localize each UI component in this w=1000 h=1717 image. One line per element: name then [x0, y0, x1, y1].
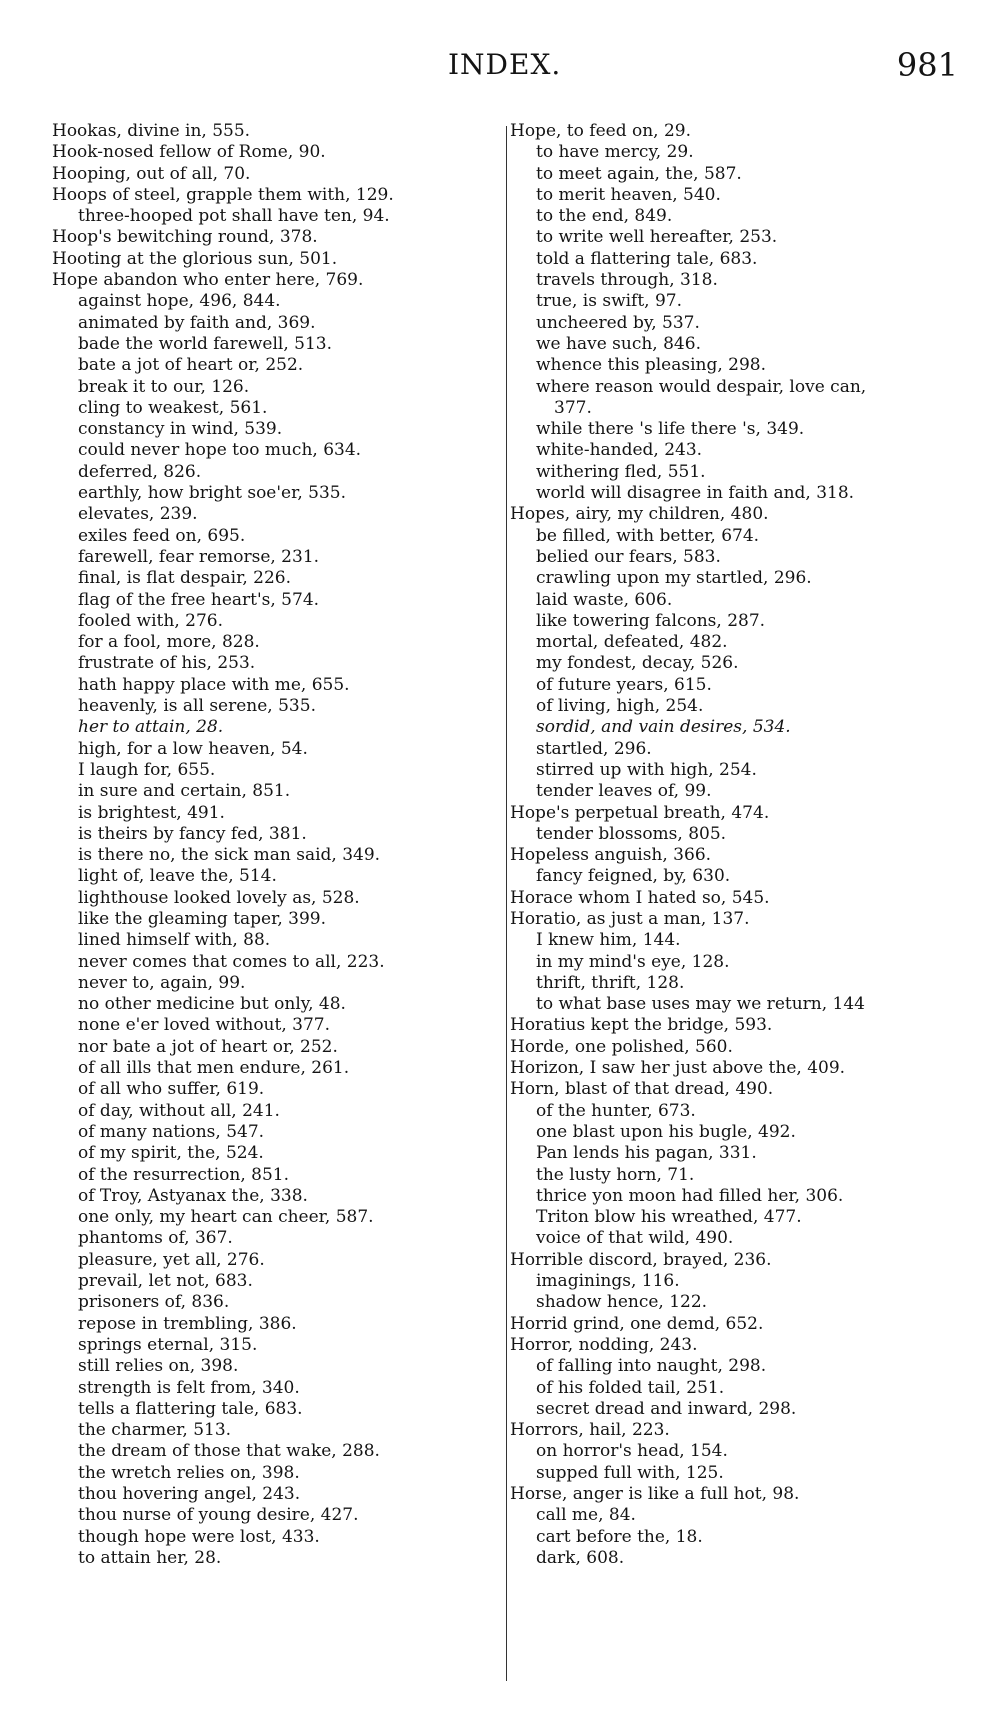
index-subentry: flag of the free heart's, 574.: [78, 589, 320, 610]
index-subentry: of my spirit, the, 524.: [78, 1143, 264, 1164]
index-subentry: one only, my heart can cheer, 587.: [78, 1207, 374, 1228]
index-subentry: tender leaves of, 99.: [536, 781, 712, 802]
index-subentry: nor bate a jot of heart or, 252.: [78, 1036, 338, 1057]
index-subentry: travels through, 318.: [536, 270, 718, 291]
index-subentry: crawling upon my startled, 296.: [536, 568, 812, 589]
index-subentry: whence this pleasing, 298.: [536, 355, 767, 376]
index-subentry: constancy in wind, 539.: [78, 419, 283, 440]
index-subentry: no other medicine but only, 48.: [78, 994, 346, 1015]
index-subentry: three-hooped pot shall have ten, 94.: [78, 206, 390, 227]
index-subentry: is theirs by fancy fed, 381.: [78, 823, 307, 844]
index-subentry: deferred, 826.: [78, 461, 202, 482]
index-subentry: to what base uses may we return, 144: [536, 994, 865, 1015]
index-subentry: light of, leave the, 514.: [78, 866, 277, 887]
index-subentry: animated by faith and, 369.: [78, 312, 316, 333]
index-subentry: to attain her, 28.: [78, 1547, 222, 1568]
index-subentry: of living, high, 254.: [536, 696, 704, 717]
index-subentry: shadow hence, 122.: [536, 1292, 708, 1313]
index-subentry: Pan lends his pagan, 331.: [536, 1143, 757, 1164]
index-entry: Horde, one polished, 560.: [510, 1036, 733, 1057]
index-subentry: Triton blow his wreathed, 477.: [536, 1207, 802, 1228]
index-subentry: heavenly, is all serene, 535.: [78, 696, 316, 717]
index-subentry: we have such, 846.: [536, 333, 701, 354]
index-subentry: frustrate of his, 253.: [78, 653, 256, 674]
index-subentry: in sure and certain, 851.: [78, 781, 291, 802]
index-subentry: could never hope too much, 634.: [78, 440, 362, 461]
index-subentry: of all who suffer, 619.: [78, 1079, 265, 1100]
index-subentry: while there 's life there 's, 349.: [536, 419, 805, 440]
index-subentry: cling to weakest, 561.: [78, 397, 268, 418]
index-subentry: tender blossoms, 805.: [536, 823, 727, 844]
index-subentry: cart before the, 18.: [536, 1526, 703, 1547]
index-column-right: [510, 121, 970, 1569]
index-entry: Horror, nodding, 243.: [510, 1334, 698, 1355]
index-entry: Horrors, hail, 223.: [510, 1420, 670, 1441]
index-subentry: true, is swift, 97.: [536, 291, 683, 312]
index-entry: Hoop's bewitching round, 378.: [52, 227, 318, 248]
index-entry: Horse, anger is like a full hot, 98.: [510, 1484, 800, 1504]
index-subentry: exiles feed on, 695.: [78, 525, 246, 546]
index-entry: Hook-nosed fellow of Rome, 90.: [52, 142, 326, 163]
index-subentry: thrift, thrift, 128.: [536, 972, 685, 993]
index-subentry: dark, 608.: [536, 1547, 625, 1568]
index-subentry: told a flattering tale, 683.: [536, 248, 758, 269]
index-subentry: of Troy, Astyanax the, 338.: [78, 1185, 308, 1206]
index-subentry: still relies on, 398.: [78, 1356, 239, 1377]
index-subentry: white-handed, 243.: [536, 440, 703, 461]
index-column-left: [52, 121, 492, 1569]
index-subentry: though hope were lost, 433.: [78, 1526, 320, 1547]
index-subentry: like the gleaming taper, 399.: [78, 908, 327, 929]
index-entry: Hopeless anguish, 366.: [510, 845, 712, 866]
index-subentry: the dream of those that wake, 288.: [78, 1441, 380, 1462]
column-divider: [506, 126, 507, 1681]
index-subentry: phantoms of, 367.: [78, 1228, 233, 1249]
index-subentry: uncheered by, 537.: [536, 312, 700, 333]
index-subentry: startled, 296.: [536, 738, 652, 759]
index-subentry: my fondest, decay, 526.: [536, 653, 739, 674]
index-subentry: against hope, 496, 844.: [78, 291, 281, 312]
index-subentry: sordid, and vain desires, 534.: [536, 717, 791, 738]
index-subentry: final, is flat despair, 226.: [78, 568, 291, 589]
page-header: [0, 48, 1000, 88]
index-subentry: never comes that comes to all, 223.: [78, 951, 385, 972]
index-subentry: laid waste, 606.: [536, 589, 673, 610]
index-subentry: of future years, 615.: [536, 674, 712, 695]
index-subentry: to the end, 849.: [536, 206, 673, 227]
index-entry: Horatius kept the bridge, 593.: [510, 1015, 773, 1036]
index-subentry: in my mind's eye, 128.: [536, 951, 730, 972]
index-entry: Horatio, as just a man, 137.: [510, 908, 750, 929]
index-subentry: pleasure, yet all, 276.: [78, 1249, 265, 1270]
index-subentry: never to, again, 99.: [78, 972, 246, 993]
index-subentry: farewell, fear remorse, 231.: [78, 546, 320, 567]
index-subentry: of his folded tail, 251.: [536, 1377, 725, 1398]
index-subentry: repose in trembling, 386.: [78, 1313, 297, 1334]
index-subentry: springs eternal, 315.: [78, 1334, 258, 1355]
index-subentry: none e'er loved without, 377.: [78, 1015, 330, 1036]
index-subentry: break it to our, 126.: [78, 376, 250, 397]
index-subentry: to write well hereafter, 253.: [536, 227, 778, 248]
index-subentry: thou nurse of young desire, 427.: [78, 1505, 359, 1526]
index-entry: Hope abandon who enter here, 769.: [52, 270, 364, 291]
index-entry: Hooting at the glorious sun, 501.: [52, 248, 338, 269]
index-subentry: mortal, defeated, 482.: [536, 632, 728, 653]
index-entry: Horizon, I saw her just above the, 409.: [510, 1058, 846, 1079]
index-subentry: fooled with, 276.: [78, 610, 223, 631]
index-subentry: of all ills that men endure, 261.: [78, 1058, 350, 1079]
index-entry: Hope, to feed on, 29.: [510, 121, 692, 141]
index-subentry: stirred up with high, 254.: [536, 759, 757, 780]
index-subentry: prevail, let not, 683.: [78, 1271, 253, 1292]
index-subentry: her to attain, 28.: [78, 717, 224, 738]
index-subentry: on horror's head, 154.: [536, 1441, 728, 1462]
index-entry: Horrible discord, brayed, 236.: [510, 1249, 772, 1270]
page-number: 981: [896, 46, 958, 84]
index-subentry: imaginings, 116.: [536, 1271, 680, 1292]
index-entry: Hookas, divine in, 555.: [52, 121, 251, 141]
index-subentry: prisoners of, 836.: [78, 1292, 230, 1313]
index-subentry: high, for a low heaven, 54.: [78, 738, 308, 759]
index-entry: Hooping, out of all, 70.: [52, 163, 251, 184]
index-subentry: strength is felt from, 340.: [78, 1377, 300, 1398]
index-entry: Hope's perpetual breath, 474.: [510, 802, 770, 823]
index-subentry: withering fled, 551.: [536, 461, 706, 482]
index-subentry: tells a flattering tale, 683.: [78, 1398, 303, 1419]
index-subentry: secret dread and inward, 298.: [536, 1398, 797, 1419]
index-entry: Hoops of steel, grapple them with, 129.: [52, 184, 394, 205]
index-subentry: of many nations, 547.: [78, 1121, 265, 1142]
index-subentry: hath happy place with me, 655.: [78, 674, 350, 695]
index-entry: Horace whom I hated so, 545.: [510, 887, 770, 908]
index-entry: Horrid grind, one demd, 652.: [510, 1313, 764, 1334]
index-subentry: of day, without all, 241.: [78, 1100, 280, 1121]
index-subentry: thou hovering angel, 243.: [78, 1484, 301, 1504]
index-subentry: is brightest, 491.: [78, 802, 225, 823]
index-subentry: world will disagree in faith and, 318.: [536, 483, 855, 504]
index-subentry: the wretch relies on, 398.: [78, 1462, 300, 1483]
index-subentry: supped full with, 125.: [536, 1462, 724, 1483]
index-subentry: be filled, with better, 674.: [536, 525, 760, 546]
index-subentry: to merit heaven, 540.: [536, 184, 721, 205]
index-subentry: to meet again, the, 587.: [536, 163, 742, 184]
page-title: INDEX.: [448, 48, 562, 81]
index-subentry: earthly, how bright soe'er, 535.: [78, 483, 347, 504]
index-subentry: of falling into naught, 298.: [536, 1356, 767, 1377]
index-subentry: for a fool, more, 828.: [78, 632, 260, 653]
index-subentry: lighthouse looked lovely as, 528.: [78, 887, 360, 908]
index-subentry: belied our fears, 583.: [536, 546, 721, 567]
index-subentry: call me, 84.: [536, 1505, 636, 1526]
index-subentry: of the resurrection, 851.: [78, 1164, 289, 1185]
index-entry: Hopes, airy, my children, 480.: [510, 504, 769, 525]
index-subentry: bade the world farewell, 513.: [78, 333, 333, 354]
index-subentry: I laugh for, 655.: [78, 759, 216, 780]
index-subentry: one blast upon his bugle, 492.: [536, 1121, 796, 1142]
index-subentry: I knew him, 144.: [536, 930, 681, 951]
index-subentry: bate a jot of heart or, 252.: [78, 355, 304, 376]
index-subentry: thrice yon moon had filled her, 306.: [536, 1185, 844, 1206]
index-subentry: the lusty horn, 71.: [536, 1164, 695, 1185]
index-subentry: voice of that wild, 490.: [536, 1228, 734, 1249]
index-subentry: fancy feigned, by, 630.: [536, 866, 731, 887]
index-subentry: is there no, the sick man said, 349.: [78, 845, 381, 866]
index-entry: Horn, blast of that dread, 490.: [510, 1079, 774, 1100]
index-subentry: of the hunter, 673.: [536, 1100, 696, 1121]
index-subentry: 377.: [554, 397, 592, 418]
index-subentry: elevates, 239.: [78, 504, 198, 525]
index-subentry: where reason would despair, love can,: [536, 376, 867, 397]
index-subentry: lined himself with, 88.: [78, 930, 271, 951]
index-subentry: like towering falcons, 287.: [536, 610, 766, 631]
index-subentry: the charmer, 513.: [78, 1420, 232, 1441]
index-subentry: to have mercy, 29.: [536, 142, 694, 163]
